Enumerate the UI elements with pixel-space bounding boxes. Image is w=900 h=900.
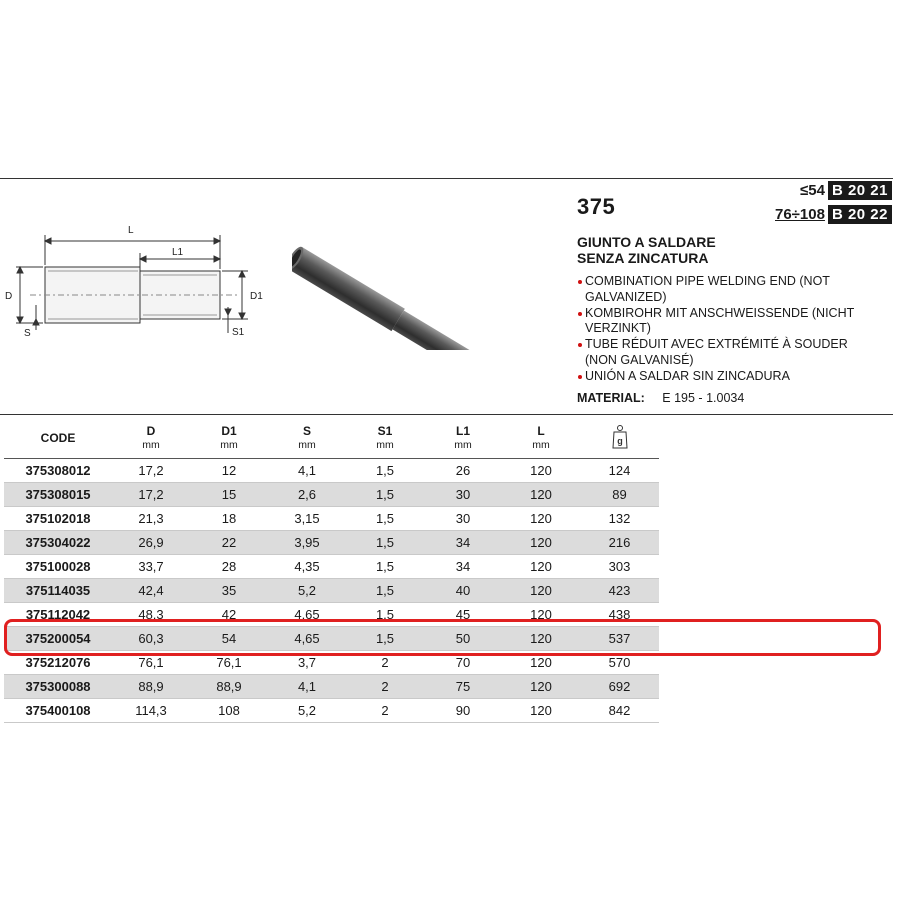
table-cell: 120: [530, 607, 552, 622]
cell-code: 375308015: [25, 487, 91, 502]
col-header-d: D mm: [142, 424, 160, 451]
description-de: KOMBIROHR MIT ANSCHWEISSENDE (NICHT VERZINKT): [577, 306, 877, 338]
col-header-d1: D1 mm: [220, 424, 238, 451]
product-name: [577, 234, 877, 266]
badge-row: [752, 180, 892, 201]
product-name-line2: SENZA ZINCATURA: [577, 250, 709, 266]
table-cell: 17,2: [138, 463, 164, 478]
table-row: [4, 555, 659, 579]
table-cell: 76,1: [138, 655, 164, 670]
table-body: [4, 459, 659, 723]
table-row: [4, 699, 659, 723]
table-cell: 22: [221, 535, 237, 550]
table-cell: 18: [221, 511, 237, 526]
table-cell: 5,2: [297, 703, 317, 718]
cell-code: 375308012: [25, 463, 91, 478]
table-cell: 60,3: [138, 631, 164, 646]
table-cell: 570: [608, 655, 631, 670]
dim-L1-label: L1: [172, 247, 184, 258]
table-cell: 54: [221, 631, 237, 646]
table-cell: 132: [608, 511, 631, 526]
badge-standard: B 20 22: [828, 205, 892, 224]
table-cell: 4,65: [294, 607, 320, 622]
table-cell: 1,5: [375, 583, 395, 598]
dimensions-table: [4, 420, 659, 723]
table-row: [4, 507, 659, 531]
dim-D1-label: D1: [250, 291, 263, 302]
dim-L-label: L: [128, 225, 134, 236]
table-row: [4, 459, 659, 483]
dim-S1-label: S1: [232, 327, 245, 338]
table-cell: 423: [608, 583, 631, 598]
table-cell: 2: [381, 655, 389, 670]
table-cell: 120: [530, 511, 552, 526]
table-cell: 40: [455, 583, 471, 598]
badge-range: ≤54: [800, 182, 825, 199]
table-cell: 4,1: [297, 679, 317, 694]
mid-divider: [0, 414, 893, 415]
description-fr: TUBE RÉDUIT AVEC EXTRÉMITÉ À SOUDER (NON GALVANISÉ): [577, 337, 877, 369]
table-cell: 108: [218, 703, 240, 718]
cell-code: 375300088: [25, 679, 91, 694]
product-photo: [292, 225, 522, 350]
table-cell: 537: [608, 631, 631, 646]
table-cell: 33,7: [138, 559, 164, 574]
table-cell: 88,9: [216, 679, 242, 694]
dim-S-label: S: [24, 328, 31, 339]
table-row: [4, 579, 659, 603]
table-cell: 120: [530, 487, 552, 502]
table-header: [4, 420, 659, 459]
table-cell: 17,2: [138, 487, 164, 502]
table-cell: 42: [221, 607, 237, 622]
table-cell: 34: [455, 559, 471, 574]
table-cell: 90: [455, 703, 471, 718]
table-cell: 26: [455, 463, 471, 478]
technical-diagram: [0, 215, 285, 350]
table-cell: 1,5: [375, 487, 395, 502]
table-cell: 120: [530, 679, 552, 694]
top-divider: [0, 178, 893, 179]
table-cell: 3,95: [294, 535, 320, 550]
table-cell: 28: [221, 559, 237, 574]
table-row: [4, 675, 659, 699]
table-cell: 50: [455, 631, 471, 646]
badge-row: [752, 204, 892, 225]
table-cell: 3,15: [294, 511, 320, 526]
table-cell: 120: [530, 655, 552, 670]
cell-code: 375112042: [25, 607, 91, 622]
table-cell: 124: [608, 463, 631, 478]
table-cell: 216: [608, 535, 631, 550]
table-cell: 45: [455, 607, 471, 622]
table-cell: 30: [455, 511, 471, 526]
cell-code: 375304022: [25, 535, 91, 550]
weight-icon: [611, 424, 629, 450]
svg-text:g: g: [616, 436, 623, 446]
table-cell: 88,9: [138, 679, 164, 694]
table-cell: 4,65: [294, 631, 320, 646]
table-cell: 2: [381, 679, 389, 694]
table-cell: 842: [608, 703, 631, 718]
col-header-code: CODE: [40, 431, 76, 445]
table-cell: 120: [530, 535, 552, 550]
table-cell: 21,3: [138, 511, 164, 526]
table-cell: 3,7: [297, 655, 317, 670]
table-cell: 12: [221, 463, 237, 478]
cell-code: 375200054: [25, 631, 91, 646]
table-row: [4, 483, 659, 507]
product-name-line1: GIUNTO A SALDARE: [577, 234, 716, 250]
table-cell: 2,6: [297, 487, 317, 502]
col-header-weight: [580, 420, 659, 458]
table-cell: 1,5: [375, 631, 395, 646]
table-cell: 120: [530, 631, 552, 646]
cell-code: 375212076: [25, 655, 91, 670]
description-es: UNIÓN A SALDAR SIN ZINCADURA: [577, 369, 877, 385]
material-line: [577, 391, 744, 405]
table-cell: 303: [608, 559, 631, 574]
cell-code: 375100028: [25, 559, 91, 574]
table-cell: 15: [221, 487, 237, 502]
badge-standard: B 20 21: [828, 181, 892, 200]
table-cell: 4,1: [297, 463, 317, 478]
table-cell: 34: [455, 535, 471, 550]
table-cell: 120: [530, 583, 552, 598]
table-cell: 76,1: [216, 655, 242, 670]
description-list: [577, 274, 877, 385]
table-cell: 120: [530, 703, 552, 718]
table-cell: 48,3: [138, 607, 164, 622]
col-header-s: S mm: [298, 424, 316, 451]
dim-D-label: D: [5, 291, 13, 302]
table-cell: 120: [530, 559, 552, 574]
table-cell: 114,3: [135, 703, 167, 718]
table-cell: 2: [381, 703, 389, 718]
description-en: COMBINATION PIPE WELDING END (NOT GALVANIZED): [577, 274, 877, 306]
cell-code: 375114035: [25, 583, 91, 598]
material-value: E 195 - 1.0034: [662, 391, 745, 405]
table-cell: 692: [608, 679, 631, 694]
table-cell: 70: [455, 655, 471, 670]
table-cell: 42,4: [138, 583, 164, 598]
highlight-box: [4, 619, 881, 656]
table-cell: 4,35: [294, 559, 320, 574]
col-header-l: L mm: [532, 424, 550, 451]
product-code: 375: [577, 194, 616, 219]
cell-code: 375400108: [25, 703, 91, 718]
table-cell: 35: [221, 583, 237, 598]
cell-code: 375102018: [25, 511, 91, 526]
table-cell: 1,5: [375, 559, 395, 574]
table-cell: 26,9: [138, 535, 164, 550]
col-header-s1: S1 mm: [376, 424, 394, 451]
table-cell: 30: [455, 487, 471, 502]
table-cell: 5,2: [297, 583, 317, 598]
table-cell: 75: [455, 679, 471, 694]
table-cell: 120: [530, 463, 552, 478]
table-cell: 1,5: [375, 463, 395, 478]
table-cell: 438: [608, 607, 631, 622]
table-cell: 89: [612, 487, 627, 502]
table-cell: 1,5: [375, 607, 395, 622]
table-row: [4, 531, 659, 555]
badge-range: 76÷108: [775, 206, 825, 223]
material-label: MATERIAL:: [577, 391, 645, 405]
col-header-l1: L1 mm: [454, 424, 472, 451]
table-cell: 1,5: [375, 535, 395, 550]
standards-badges: [752, 180, 892, 228]
table-cell: 1,5: [375, 511, 395, 526]
